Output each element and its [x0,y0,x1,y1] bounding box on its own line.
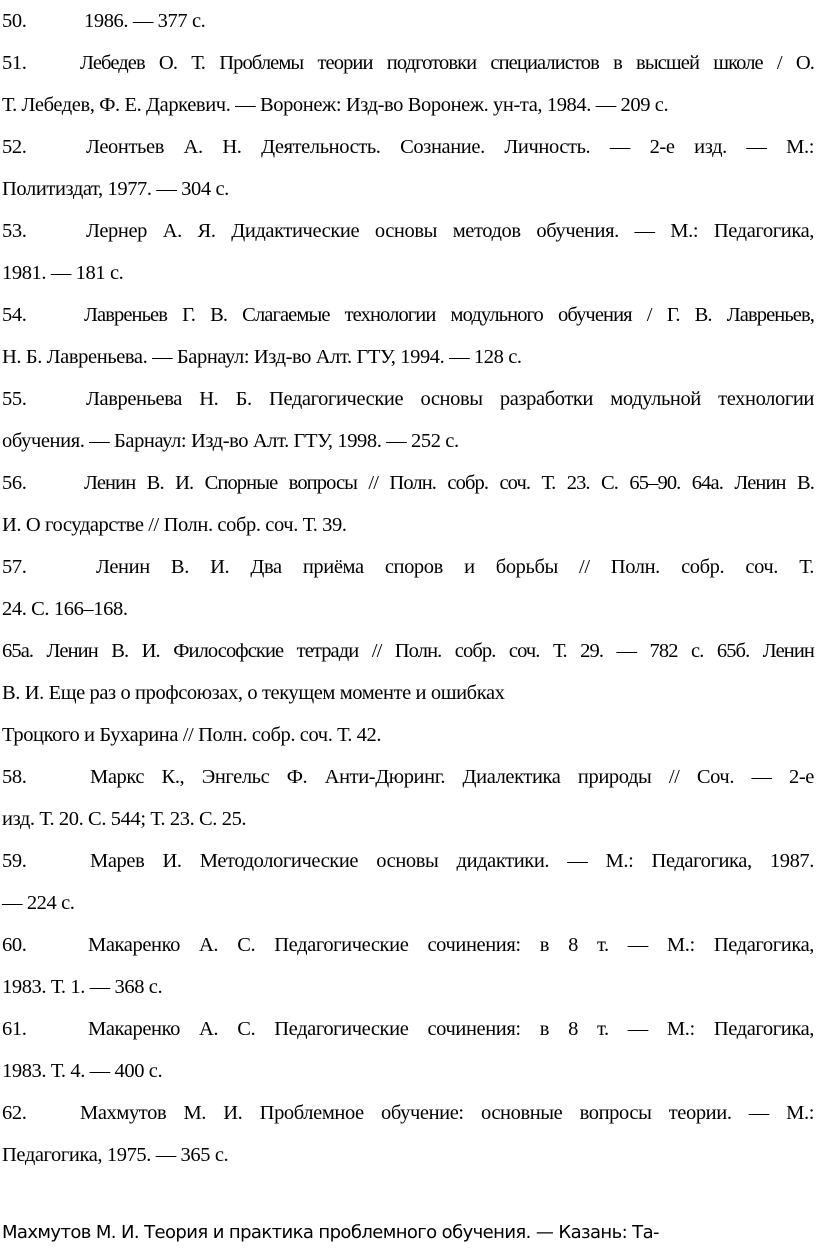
entry-text: 1981. — 181 с. [2,262,124,284]
entry-number: 58. [2,766,27,788]
bibliography-entry-65 [2,630,814,756]
entry-line [2,714,814,756]
entry-number: 61. [2,1018,27,1040]
entry-line [2,1092,814,1134]
bibliography-entry-57 [2,546,814,630]
bibliography-entry-52 [2,126,814,210]
entry-line [2,630,814,672]
entry-text: И. О государстве // Полн. собр. соч. Т. 39. [2,514,347,536]
entry-text: Политиздат, 1977. — 304 с. [2,178,229,200]
entry-text: Ленин В. И. Спорные вопросы // Полн. собр. соч. Т. 23. С. 65–90. 64а. Ленин В. [84,472,814,494]
entry-line [2,336,814,378]
entry-text: Н. Б. Лавреньева. — Барнаул: Изд-во Алт. ГТУ, 1994. — 128 с. [2,346,522,368]
entry-number: 53. [2,220,27,242]
entry-line [2,588,814,630]
entry-line [2,210,814,252]
bibliography-entry-54 [2,294,814,378]
entry-line [2,840,814,882]
entry-text: Лавреньев Г. В. Слагаемые технологии модульного обучения / Г. В. Лавреньев, [84,304,814,326]
entry-text: Лернер А. Я. Дидактические основы методов обучения. — М.: Педагогика, [86,220,814,242]
entry-number: 56. [2,472,27,494]
entry-line [2,126,814,168]
entry-line [2,756,814,798]
entry-text: В. И. Еще раз о профсоюзах, о текущем моменте и ошибках [2,682,505,704]
entry-line [2,504,814,546]
entry-line [2,1008,814,1050]
entry-number: 51. [2,52,27,74]
entry-number: 50. [2,10,27,32]
bibliography-entry-53 [2,210,814,294]
entry-line [2,798,814,840]
entry-number: 55. [2,388,27,410]
bibliography-entry-58 [2,756,814,840]
entry-line [2,84,814,126]
entry-text: — 224 с. [2,892,75,914]
entry-text: Маркс К., Энгельс Ф. Анти-Дюринг. Диалектика природы // Соч. — 2-е [90,766,814,788]
entry-text: 1983. Т. 4. — 400 с. [2,1060,163,1082]
entry-number: 62. [2,1102,27,1124]
bibliography-entry-50 [2,0,814,42]
entry-line [2,294,814,336]
entry-line [2,1134,814,1176]
entry-line [2,378,814,420]
bibliography-entry-60 [2,924,814,1008]
entry-number: 52. [2,136,27,158]
entry-text: Лавреньева Н. Б. Педагогические основы разработки модульной технологии [86,388,814,410]
entry-line [2,252,814,294]
entry-text: Троцкого и Бухарина // Полн. собр. соч. Т. 42. [2,724,382,746]
entry-text: Леонтьев А. Н. Деятельность. Сознание. Личность. — 2-е изд. — М.: [86,136,814,158]
entry-line [2,168,814,210]
entry-line [2,462,814,504]
entry-text: 65а. Ленин В. И. Философские тетради // Полн. собр. соч. Т. 29. — 782 с. 65б. Ленин [2,640,814,662]
bibliography-entry-51 [2,42,814,126]
entry-number: 59. [2,850,27,872]
entry-line [2,924,814,966]
bibliography-entry-59 [2,840,814,924]
entry-line [2,966,814,1008]
entry-line [2,420,814,462]
entry-text: Макаренко А. С. Педагогические сочинения: в 8 т. — М.: Педагогика, [88,934,814,956]
entry-text: Макаренко А. С. Педагогические сочинения: в 8 т. — М.: Педагогика, [88,1018,814,1040]
entry-text: Марев И. Методологические основы дидактики. — М.: Педагогика, 1987. [90,850,814,872]
entry-line [2,0,814,42]
entry-line [2,882,814,924]
bibliography-entry-55 [2,378,814,462]
bibliography-entry-continued: Махмутов М. И. Теория и практика проблемного обучения. — Казань: Та- [2,1222,659,1243]
bibliography-entry-61 [2,1008,814,1092]
entry-number: 57. [2,556,27,578]
entry-text: изд. Т. 20. С. 544; Т. 23. С. 25. [2,808,247,830]
entry-text: Лебедев О. Т. Проблемы теории подготовки специалистов в высшей школе / О. [80,52,814,74]
entry-text: Т. Лебедев, Ф. Е. Даркевич. — Воронеж: Изд-во Воронеж. ун-та, 1984. — 209 с. [2,94,669,116]
entry-number: 54. [2,304,27,326]
entry-text: Педагогика, 1975. — 365 с. [2,1144,229,1166]
entry-text: 1983. Т. 1. — 368 с. [2,976,163,998]
entry-number: 60. [2,934,27,956]
entry-text: Ленин В. И. Два приёма споров и борьбы // Полн. собр. соч. Т. [96,556,814,578]
entry-text: Махмутов М. И. Проблемное обучение: основные вопросы теории. — М.: [80,1102,814,1124]
bibliography-entry-56 [2,462,814,546]
entry-text: обучения. — Барнаул: Изд-во Алт. ГТУ, 1998. — 252 с. [2,430,459,452]
entry-line [2,42,814,84]
entry-text: 24. С. 166–168. [2,598,128,620]
entry-line [2,546,814,588]
entry-line [2,1050,814,1092]
bibliography-entry-62 [2,1092,814,1176]
entry-text: 1986. — 377 с. [84,10,206,32]
entry-line [2,672,814,714]
